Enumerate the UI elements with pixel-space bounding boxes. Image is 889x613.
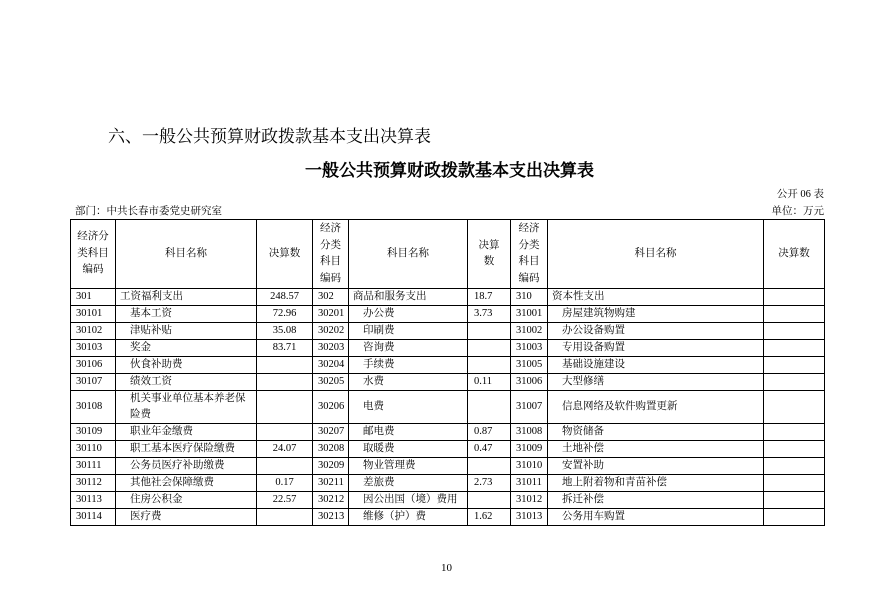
econ-code-cell: 30204	[313, 357, 349, 374]
amount-cell	[764, 340, 825, 357]
amount-cell	[764, 357, 825, 374]
econ-code-cell: 30211	[313, 475, 349, 492]
econ-code-cell: 31007	[511, 391, 548, 424]
table-row	[71, 340, 825, 357]
amount-cell	[468, 357, 511, 374]
econ-code-cell: 31002	[511, 323, 548, 340]
econ-code-cell: 30201	[313, 306, 349, 323]
amount-cell	[764, 391, 825, 424]
amount-cell: 1.62	[468, 509, 511, 526]
econ-code-cell: 31010	[511, 458, 548, 475]
table-row	[71, 306, 825, 323]
table-row	[71, 441, 825, 458]
table-row	[71, 374, 825, 391]
amount-cell	[764, 492, 825, 509]
econ-code-cell: 30108	[71, 391, 116, 424]
item-name-cell: 基本工资	[116, 306, 257, 323]
amount-cell	[764, 424, 825, 441]
item-name-cell: 奖金	[116, 340, 257, 357]
amount-cell: 0.11	[468, 374, 511, 391]
amount-cell: 72.96	[257, 306, 313, 323]
item-name-cell: 绩效工资	[116, 374, 257, 391]
amount-cell: 22.57	[257, 492, 313, 509]
item-name-cell: 基础设施建设	[548, 357, 764, 374]
page-number: 10	[441, 562, 452, 574]
table-header-row	[71, 220, 825, 289]
econ-code-cell: 31005	[511, 357, 548, 374]
form-code: 公开 06 表	[776, 189, 824, 200]
amount-cell	[257, 458, 313, 475]
amount-header: 决算数	[764, 220, 825, 289]
item-name-cell: 医疗费	[116, 509, 257, 526]
item-name-cell: 大型修缮	[548, 374, 764, 391]
table-body	[71, 289, 825, 526]
econ-code-cell: 30103	[71, 340, 116, 357]
table-row	[71, 289, 825, 306]
amount-cell	[468, 340, 511, 357]
item-name-cell: 信息网络及软件购置更新	[548, 391, 764, 424]
econ-code-cell: 30203	[313, 340, 349, 357]
item-name-cell: 职业年金缴费	[116, 424, 257, 441]
econ-code-cell: 31006	[511, 374, 548, 391]
econ-code-cell: 30106	[71, 357, 116, 374]
econ-code-cell: 30101	[71, 306, 116, 323]
econ-code-cell: 31013	[511, 509, 548, 526]
amount-cell	[257, 424, 313, 441]
econ-code-cell: 31012	[511, 492, 548, 509]
item-name-cell: 差旅费	[349, 475, 468, 492]
econ-code-cell: 30213	[313, 509, 349, 526]
econ-code-cell: 30212	[313, 492, 349, 509]
econ-code-cell: 31003	[511, 340, 548, 357]
table-row	[71, 357, 825, 374]
econ-code-header: 经济分类科目编码	[313, 220, 349, 289]
item-name-cell: 公务员医疗补助缴费	[116, 458, 257, 475]
expenditure-table	[70, 219, 825, 526]
econ-code-cell: 30110	[71, 441, 116, 458]
table-row	[71, 509, 825, 526]
amount-cell	[764, 475, 825, 492]
item-name-cell: 取暖费	[349, 441, 468, 458]
amount-cell	[257, 374, 313, 391]
item-name-cell: 津贴补贴	[116, 323, 257, 340]
econ-code-cell: 30205	[313, 374, 349, 391]
econ-code-cell: 30206	[313, 391, 349, 424]
item-name-cell: 伙食补助费	[116, 357, 257, 374]
econ-code-cell: 30208	[313, 441, 349, 458]
item-name-cell: 拆迁补偿	[548, 492, 764, 509]
amount-cell: 83.71	[257, 340, 313, 357]
item-name-cell: 办公设备购置	[548, 323, 764, 340]
table-row	[71, 391, 825, 424]
econ-code-cell: 310	[511, 289, 548, 306]
item-name-cell: 邮电费	[349, 424, 468, 441]
item-name-cell: 房屋建筑物购建	[548, 306, 764, 323]
item-name-cell: 咨询费	[349, 340, 468, 357]
amount-cell	[764, 306, 825, 323]
item-name-header: 科目名称	[548, 220, 764, 289]
item-name-cell: 商品和服务支出	[349, 289, 468, 306]
item-name-cell: 机关事业单位基本养老保险费	[116, 391, 257, 424]
item-name-cell: 安置补助	[548, 458, 764, 475]
table-row	[71, 458, 825, 475]
item-name-cell: 公务用车购置	[548, 509, 764, 526]
amount-cell	[764, 289, 825, 306]
amount-cell	[468, 458, 511, 475]
econ-code-cell: 30102	[71, 323, 116, 340]
amount-cell	[764, 374, 825, 391]
item-name-cell: 手续费	[349, 357, 468, 374]
section-heading: 六、一般公共预算财政拨款基本支出决算表	[108, 127, 431, 146]
amount-cell	[468, 323, 511, 340]
item-name-cell: 办公费	[349, 306, 468, 323]
department-label: 部门：中共长春市委党史研究室	[75, 206, 222, 217]
item-name-cell: 其他社会保障缴费	[116, 475, 257, 492]
econ-code-header: 经济分类科目编码	[71, 220, 116, 289]
econ-code-cell: 31009	[511, 441, 548, 458]
econ-code-cell: 30107	[71, 374, 116, 391]
amount-cell	[468, 391, 511, 424]
item-name-cell: 物业管理费	[349, 458, 468, 475]
table-row	[71, 323, 825, 340]
table-title: 一般公共预算财政拨款基本支出决算表	[305, 161, 594, 180]
amount-cell: 248.57	[257, 289, 313, 306]
item-name-cell: 住房公积金	[116, 492, 257, 509]
amount-cell	[764, 458, 825, 475]
amount-cell: 18.7	[468, 289, 511, 306]
econ-code-cell: 301	[71, 289, 116, 306]
item-name-header: 科目名称	[116, 220, 257, 289]
econ-code-cell: 30112	[71, 475, 116, 492]
econ-code-cell: 30114	[71, 509, 116, 526]
econ-code-cell: 30111	[71, 458, 116, 475]
item-name-header: 科目名称	[349, 220, 468, 289]
amount-header: 决算数	[257, 220, 313, 289]
econ-code-cell: 31011	[511, 475, 548, 492]
unit-label: 单位：万元	[771, 206, 824, 217]
item-name-cell: 电费	[349, 391, 468, 424]
amount-cell: 24.07	[257, 441, 313, 458]
table-row	[71, 475, 825, 492]
table-row	[71, 492, 825, 509]
econ-code-cell: 30109	[71, 424, 116, 441]
amount-cell: 0.17	[257, 475, 313, 492]
item-name-cell: 印刷费	[349, 323, 468, 340]
econ-code-cell: 302	[313, 289, 349, 306]
item-name-cell: 因公出国（境）费用	[349, 492, 468, 509]
econ-code-cell: 30202	[313, 323, 349, 340]
econ-code-cell: 30207	[313, 424, 349, 441]
item-name-cell: 地上附着物和青苗补偿	[548, 475, 764, 492]
amount-cell: 35.08	[257, 323, 313, 340]
item-name-cell: 职工基本医疗保险缴费	[116, 441, 257, 458]
amount-cell: 2.73	[468, 475, 511, 492]
amount-cell	[468, 492, 511, 509]
amount-cell	[764, 441, 825, 458]
amount-cell: 0.47	[468, 441, 511, 458]
item-name-cell: 土地补偿	[548, 441, 764, 458]
amount-cell: 0.87	[468, 424, 511, 441]
econ-code-cell: 31001	[511, 306, 548, 323]
item-name-cell: 资本性支出	[548, 289, 764, 306]
item-name-cell: 水费	[349, 374, 468, 391]
item-name-cell: 专用设备购置	[548, 340, 764, 357]
item-name-cell: 工资福利支出	[116, 289, 257, 306]
amount-header: 决算数	[468, 220, 511, 289]
amount-cell	[764, 323, 825, 340]
amount-cell	[257, 391, 313, 424]
amount-cell	[257, 357, 313, 374]
amount-cell: 3.73	[468, 306, 511, 323]
item-name-cell: 物资储备	[548, 424, 764, 441]
amount-cell	[257, 509, 313, 526]
econ-code-cell: 30113	[71, 492, 116, 509]
econ-code-header: 经济分类科目编码	[511, 220, 548, 289]
table-row	[71, 424, 825, 441]
amount-cell	[764, 509, 825, 526]
item-name-cell: 维修（护）费	[349, 509, 468, 526]
econ-code-cell: 30209	[313, 458, 349, 475]
econ-code-cell: 31008	[511, 424, 548, 441]
